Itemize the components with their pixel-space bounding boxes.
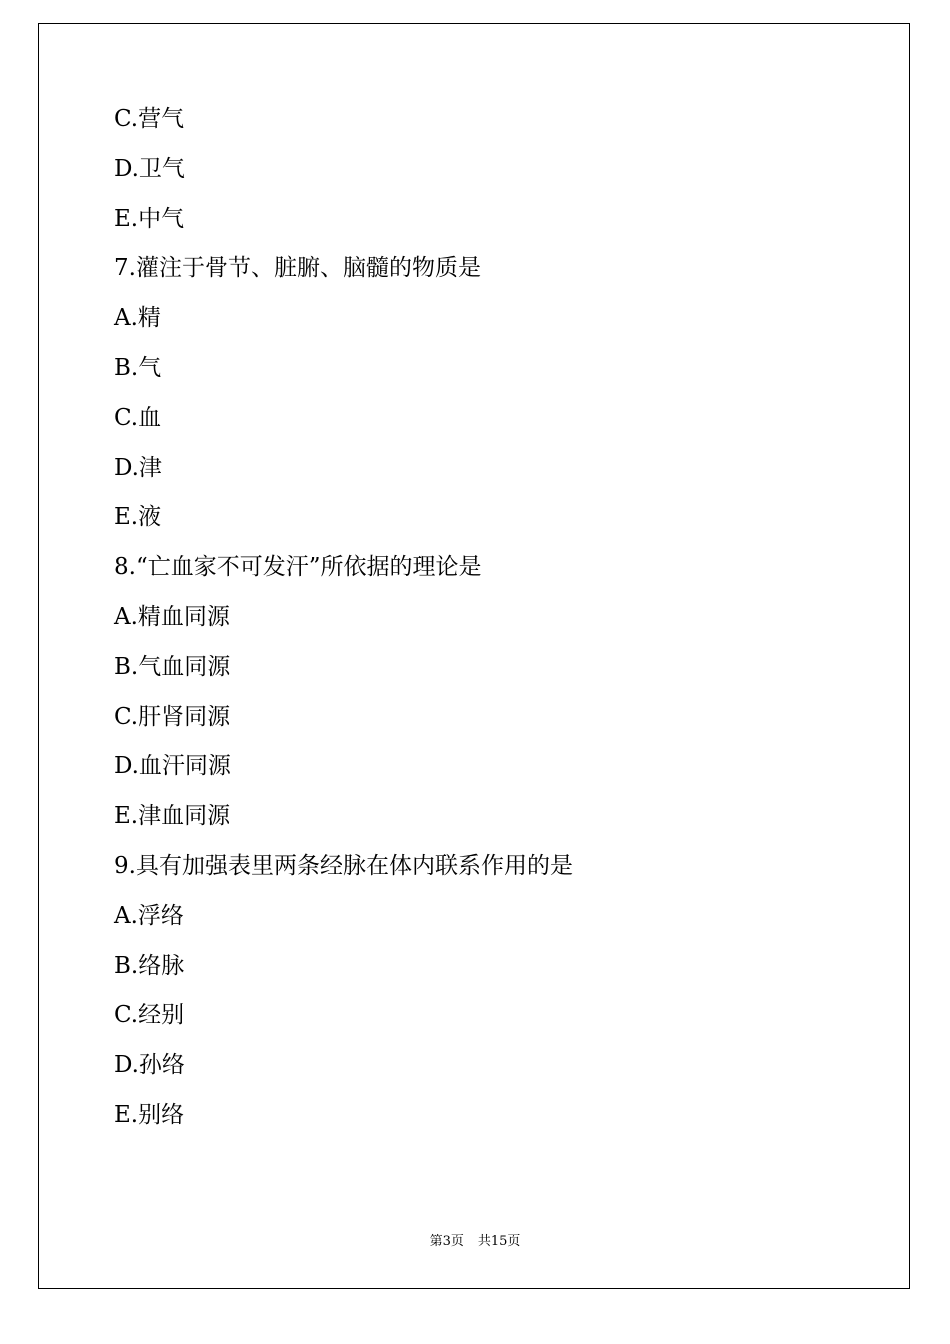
page-number: 第3页 [429, 1234, 464, 1249]
page-footer [0, 1232, 950, 1252]
q8-option-c: C.肝肾同源 [114, 703, 231, 730]
q9-option-b: B.络脉 [114, 952, 185, 979]
q8-option-d: D.血汗同源 [114, 753, 231, 780]
q7-option-c: C.血 [114, 404, 162, 431]
q9-option-d: D.孙络 [114, 1052, 185, 1079]
q8-option-b: B.气血同源 [114, 653, 231, 680]
q7-option-e: E.液 [114, 504, 162, 531]
q7-option-d: D.津 [114, 454, 162, 481]
q8-option-e: E.津血同源 [114, 803, 231, 830]
option-e-line: E.中气 [114, 205, 185, 232]
q9-option-a: A.浮络 [114, 902, 184, 929]
q7-option-a: A.精 [114, 305, 161, 332]
option-d-line: D.卫气 [114, 155, 185, 182]
option-c-line: C.营气 [114, 106, 185, 132]
q9-option-e: E.别络 [114, 1101, 185, 1128]
page-total: 共15页 [477, 1234, 521, 1249]
q8-option-a: A.精血同源 [114, 603, 230, 630]
question-7: 7.灌注于骨节、脏腑、脑髓的物质是 [114, 255, 481, 282]
q9-option-c: C.经别 [114, 1002, 185, 1029]
q7-option-b: B.气 [114, 354, 162, 381]
question-8: 8.“亡血家不可发汗”所依据的理论是 [114, 554, 482, 581]
document-body [114, 95, 874, 1141]
question-9: 9.具有加强表里两条经脉在体内联系作用的是 [114, 852, 573, 879]
